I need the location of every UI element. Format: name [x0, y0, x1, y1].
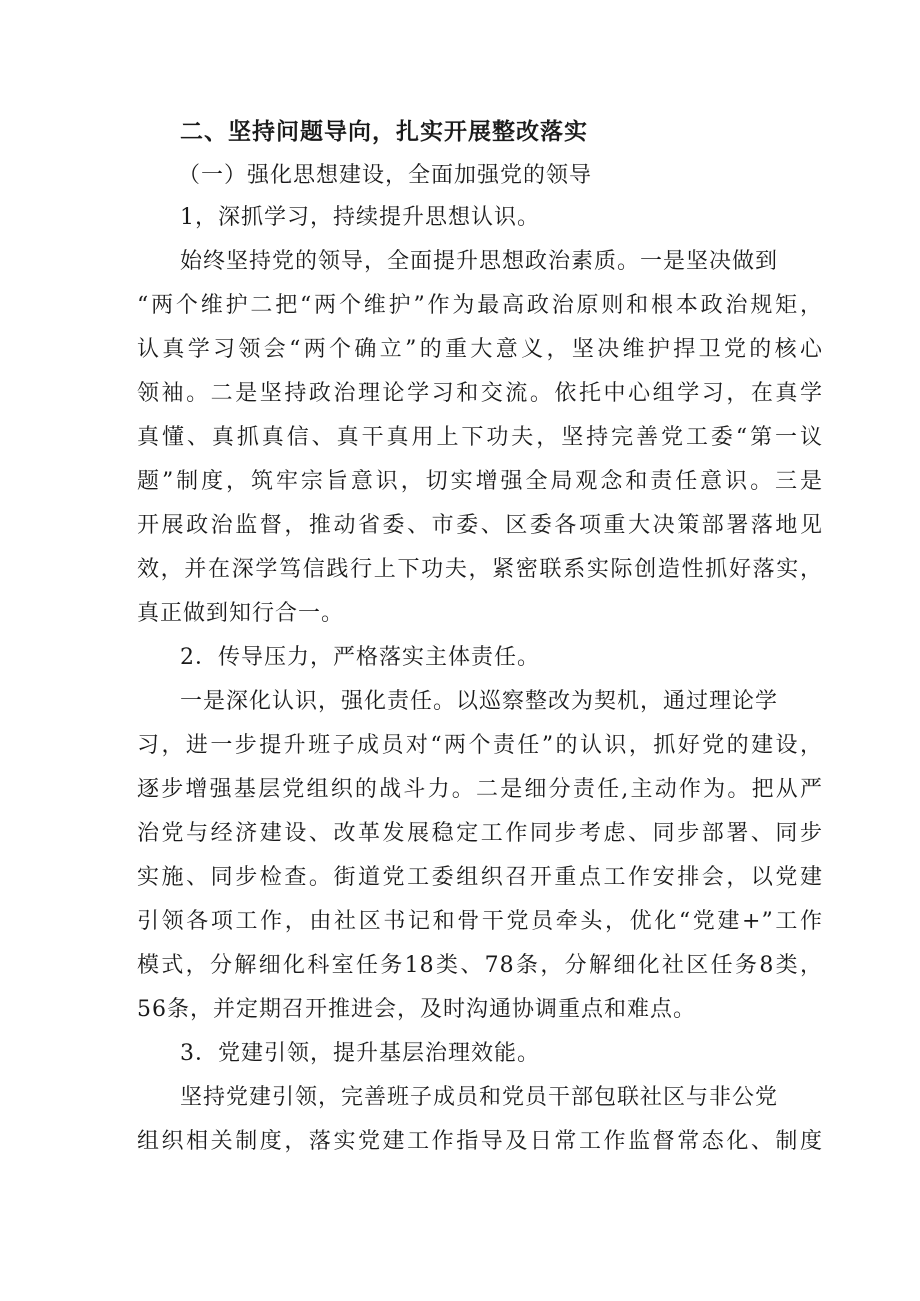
item-2-line-8: 56条，并定期召开推进会，及时沟通协调重点和难点。 [137, 997, 696, 1022]
item-2-line-4: 治党与经济建设、改革发展稳定工作同步考虑、同步部署、同步 [137, 821, 823, 846]
item-1-line-5: 真懂、真抓真信、真干真用上下功夫，坚持完善党工委“第一议 [137, 425, 823, 450]
item-1-line-1: 始终坚持党的领导，全面提升思想政治素质。一是坚决做到 [180, 249, 779, 274]
item-1-line-2: “两个维护二把“两个维护”作为最高政治原则和根本政治规矩， [137, 293, 823, 318]
item-1-line-4: 领袖。二是坚持政治理论学习和交流。依托中心组学习，在真学 [137, 381, 823, 406]
item-1-line-7: 开展政治监督，推动省委、市委、区委各项重大决策部署落地见 [137, 513, 823, 538]
item-2-line-3: 逐步增强基层党组织的战斗力。二是细分责任,主动作为。把从严 [137, 777, 823, 802]
item-1-line-9: 真正做到知行合一。 [137, 601, 345, 626]
item-2-line-6: 引领各项工作，由社区书记和骨干党员牵头，优化“党建+”工作 [137, 909, 823, 934]
item-2-line-1: 一是深化认识，强化责任。以巡察整改为契机，通过理论学 [180, 689, 779, 714]
item-3-line-2: 组织相关制度，落实党建工作指导及日常工作监督常态化、制度 [137, 1129, 823, 1154]
item-2-line-5: 实施、同步检查。街道党工委组织召开重点工作安排会，以党建 [137, 865, 823, 890]
item-1-line-8: 效，并在深学笃信践行上下功夫，紧密联系实际创造性抓好落实， [137, 557, 823, 582]
section-heading: 二、坚持问题导向，扎实开展整改落实 [180, 119, 588, 145]
item-2-line-7: 模式，分解细化科室任务18类、78条，分解细化社区任务8类， [137, 953, 823, 978]
item-2-title: 2．传导压力，严格落实主体责任。 [180, 645, 540, 670]
item-3-line-1: 坚持党建引领，完善班子成员和党员干部包联社区与非公党 [180, 1085, 779, 1110]
subsection-heading: （一）强化思想建设，全面加强党的领导 [178, 163, 593, 188]
item-3-title: 3．党建引领，提升基层治理效能。 [180, 1041, 540, 1066]
item-1-title: 1，深抓学习，持续提升思想认识。 [180, 205, 540, 230]
item-1-line-6: 题”制度，筑牢宗旨意识，切实增强全局观念和责任意识。三是 [137, 469, 823, 494]
item-1-line-3: 认真学习领会“两个确立”的重大意义，坚决维护捍卫党的核心 [137, 337, 823, 362]
item-2-line-2: 习，进一步提升班子成员对“两个责任”的认识，抓好党的建设， [137, 733, 823, 758]
